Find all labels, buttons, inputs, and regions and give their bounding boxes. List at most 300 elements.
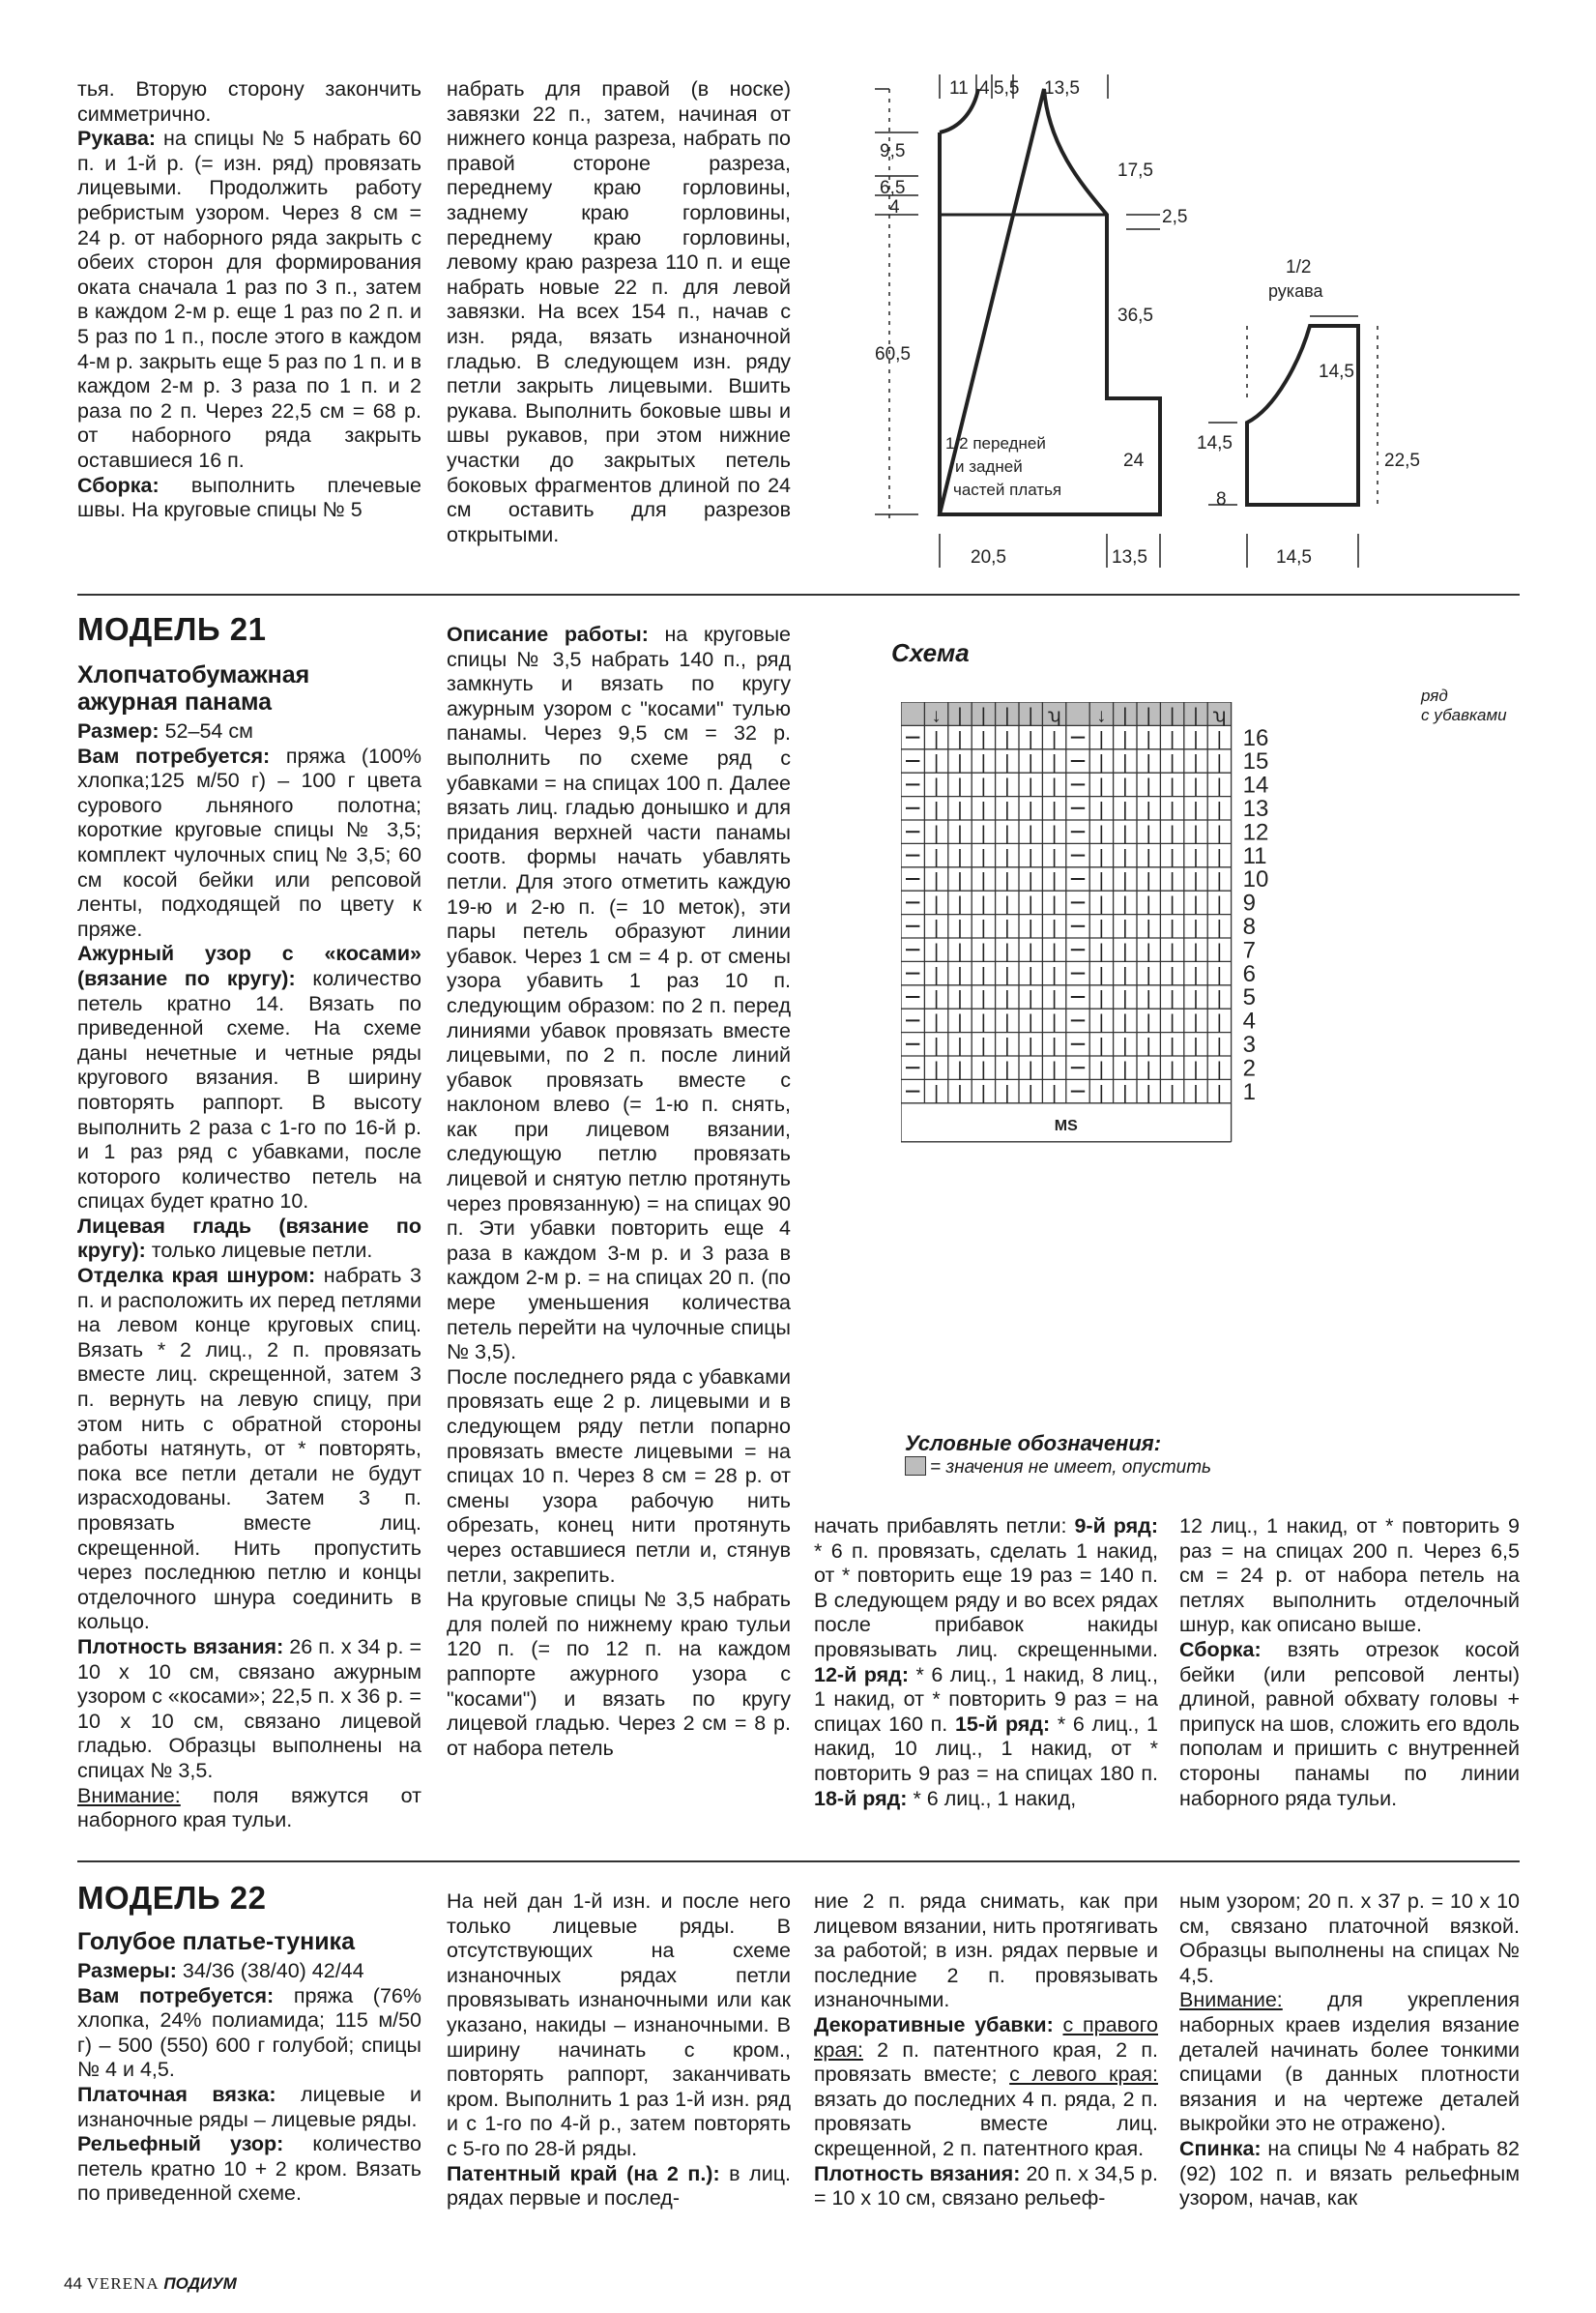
ms-label: MS — [1054, 1117, 1078, 1134]
knit-symbol: | — [957, 728, 963, 750]
paragraph-heading: Сборка: — [1179, 1637, 1262, 1661]
row-number: 7 — [1242, 937, 1256, 964]
paragraph-heading: Размеры: — [77, 1959, 177, 1982]
knit-symbol: | — [1169, 918, 1175, 939]
garment-pattern-diagram — [870, 70, 1527, 582]
knit-symbol: | — [1122, 1059, 1128, 1081]
knit-symbol: | — [1004, 870, 1010, 893]
knit-symbol: | — [933, 988, 940, 1010]
dim-label: 2,5 — [1162, 207, 1188, 227]
knit-symbol: | — [1216, 1011, 1223, 1034]
paragraph-text: взять отрезок косой бейки (или репсовой ленты) длиной, равной обхвату головы + припуск на шов, сложить его вдоль пополам и пришить с внутренней стороны панамы по линии наборного ряда тульи. — [1179, 1637, 1520, 1810]
knit-symbol: | — [957, 752, 963, 775]
knit-symbol: | — [980, 988, 987, 1010]
paragraph-heading: Сборка: — [77, 473, 160, 497]
knit-symbol: | — [957, 893, 963, 916]
row-label: 12-й ряд: — [814, 1662, 909, 1686]
knit-symbol: | — [1004, 918, 1010, 939]
dim-label: рукава — [1268, 281, 1323, 301]
knit-symbol: | — [1051, 893, 1058, 916]
dim-label: 60,5 — [875, 344, 911, 365]
knit-symbol: | — [957, 823, 963, 845]
model21-col1 — [77, 661, 421, 1833]
paragraph-text: выполнить плечевые швы. На круговые спицы № 5 — [77, 473, 421, 522]
paragraph-text: для укрепления наборных краев изделия вязание деталей начинать более тонкими спицами (в данных плотности вязания и на чертеже деталей выкройки это не отражено). — [1179, 1988, 1520, 2136]
knit-symbol: | — [1004, 1059, 1010, 1081]
knit-symbol: | — [1193, 800, 1199, 821]
knit-symbol: | — [1193, 1036, 1199, 1057]
knit-symbol: | — [1146, 893, 1151, 916]
knit-symbol: | — [1028, 918, 1033, 939]
paragraph-heading: Патентный край (на 2 п.): — [447, 2161, 720, 2185]
paragraph-heading: Отделка края шнуром: — [77, 1264, 316, 1288]
knit-symbol: | — [1146, 964, 1151, 986]
knit-symbol: | — [1216, 964, 1223, 986]
knit-symbol: | — [1193, 918, 1199, 939]
knit-symbol: | — [1193, 893, 1199, 916]
paragraph-text: пряжа (76% хлопка, 24% полиамида; 115 м/50 г) – 500 (550) 600 г голубой; спицы № 4 и 4,5. — [77, 1983, 421, 2082]
knit-symbol: | — [1122, 941, 1128, 963]
knit-symbol: | — [1028, 846, 1033, 868]
dim-label: 11 — [949, 78, 969, 99]
paragraph-heading: Декоративные убавки: — [814, 2012, 1054, 2036]
knit-symbol: | — [1028, 728, 1033, 750]
knit-symbol: | — [980, 1082, 987, 1104]
knit-symbol: | — [1028, 800, 1033, 821]
knit-symbol: | — [1051, 1082, 1058, 1104]
chart-legend — [905, 1431, 1211, 1479]
knit-symbol: | — [980, 846, 987, 868]
legend-title: Условные обозначения: — [905, 1431, 1162, 1455]
knit-symbol: | — [1216, 870, 1223, 893]
paragraph-text: После последнего ряда с убавками провязать еще 2 р. лицевыми и в следующем ряду петли попарно провязать вместе лицевыми = на спицах 10 п. Через 8 см = 28 р. от смены узора рабочую нить обрезать, конец нити протянуть через оставшиеся петли и, стянув петли, закрепить. — [447, 1364, 791, 1587]
knit-symbol: | — [1169, 728, 1175, 750]
knit-symbol: | — [957, 870, 963, 893]
knit-symbol: | — [1216, 941, 1223, 963]
dim-label: 1/2 — [1286, 257, 1312, 278]
knit-symbol: | — [1146, 800, 1151, 821]
decrease-symbol: | — [1146, 705, 1151, 727]
knit-symbol: | — [1216, 988, 1223, 1010]
row-number: 11 — [1242, 842, 1267, 869]
knit-symbol: | — [1098, 728, 1105, 750]
knit-symbol: | — [1193, 870, 1199, 893]
decrease-symbol: ↓ — [1096, 705, 1107, 727]
knit-symbol: | — [1098, 918, 1105, 939]
model-22-title: МОДЕЛЬ 22 — [77, 1880, 267, 1916]
knit-symbol: | — [980, 1011, 987, 1034]
model21-subtitle-line1: Хлопчатобумажная — [77, 661, 310, 688]
dim-label: 8 — [1216, 489, 1227, 510]
dim-label: 20,5 — [971, 547, 1006, 568]
knit-symbol: | — [1216, 776, 1223, 798]
paragraph-text: в лиц. рядах первые и послед- — [447, 2161, 792, 2211]
knit-symbol: | — [1028, 964, 1033, 986]
paragraph-heading: Описание работы: — [447, 623, 649, 646]
row-number: 16 — [1242, 724, 1269, 751]
knit-symbol: | — [933, 893, 940, 916]
row-number: 4 — [1242, 1008, 1256, 1035]
dim-label: 14,5 — [1276, 547, 1312, 568]
paragraph-heading: Спинка: — [1179, 2136, 1262, 2160]
dim-label: 36,5 — [1117, 306, 1153, 326]
paragraph-text: * 6 лиц., 1 накид, — [907, 1786, 1077, 1810]
knit-symbol: | — [957, 988, 963, 1010]
knit-symbol: | — [1146, 988, 1151, 1010]
knit-symbol: | — [1146, 1036, 1151, 1057]
knit-symbol: | — [1051, 918, 1058, 939]
paragraph-text: На круговые спицы № 3,5 набрать для полей по нижнему краю тульи 120 п. (= по 12 п. на каждом раппорте ажурного узора с "косами") и вязать по кругу лицевой гладью. Через 2 см = 8 р. от набора петель — [447, 1588, 791, 1760]
row-number: 9 — [1242, 890, 1256, 917]
knit-symbol: | — [980, 728, 987, 750]
dim-label: 9,5 — [880, 141, 906, 161]
knit-symbol: | — [933, 728, 940, 750]
knit-symbol: | — [1146, 846, 1151, 868]
paragraph-text: вязать до последних 4 п. ряда, 2 п. провязать вместе лиц. скрещенной, 2 п. патентного края. — [814, 2087, 1158, 2160]
knit-symbol: | — [1122, 846, 1128, 868]
knit-symbol: | — [1122, 893, 1128, 916]
knit-symbol: | — [1098, 1082, 1105, 1104]
knit-symbol: | — [1169, 1011, 1175, 1034]
decrease-symbol: ʮ — [1047, 705, 1061, 727]
knit-symbol: | — [980, 776, 987, 798]
knit-symbol: | — [1051, 823, 1058, 845]
knit-symbol: | — [1193, 964, 1199, 986]
paragraph-text: количество петель кратно 14. Вязать по приведенной схеме. На схеме даны нечетные и четные ряды кругового вязания. В ширину повторять раппорт. В высоту выполнить 2 раза с 1-го по 16-й р. и 1 раз ряд с убавками, после которого количество петель на спицах будет кратно 10. — [77, 966, 421, 1214]
knit-symbol: | — [1051, 964, 1058, 986]
decrease-symbol: ↓ — [931, 705, 942, 727]
knit-symbol: | — [1028, 1011, 1033, 1034]
decrease-symbol: | — [1122, 705, 1128, 727]
knit-symbol: | — [980, 1059, 987, 1081]
knit-symbol: | — [1146, 1059, 1151, 1081]
knit-symbol: | — [1098, 1011, 1105, 1034]
knit-symbol: | — [1122, 728, 1128, 750]
row-number: 10 — [1242, 866, 1269, 893]
knit-symbol: | — [1122, 964, 1128, 986]
knit-symbol: | — [980, 1036, 987, 1057]
knit-symbol: | — [1028, 823, 1033, 845]
row-number: 12 — [1242, 819, 1269, 846]
knit-symbol: | — [1169, 823, 1175, 845]
paragraph-text: только лицевые петли. — [145, 1239, 373, 1263]
model21-subtitle-line2: ажурная панама — [77, 688, 273, 716]
knit-symbol: | — [1122, 823, 1128, 845]
dim-label: 6,5 — [880, 178, 906, 198]
knit-symbol: | — [1051, 870, 1058, 893]
knit-symbol: | — [933, 776, 940, 798]
row-number: 14 — [1242, 772, 1269, 799]
knit-symbol: | — [1004, 823, 1010, 845]
knit-symbol: | — [1193, 1082, 1199, 1104]
top-text-col2 — [447, 77, 791, 547]
row-number: 13 — [1242, 796, 1269, 822]
knit-symbol: | — [1193, 1059, 1199, 1081]
paragraph-text: лицевые и изнаночные ряды – лицевые ряды. — [77, 2082, 422, 2131]
knit-symbol: | — [1146, 823, 1151, 845]
paragraph-text: 2 п. патентного края, 2 п. провязать вместе; — [814, 2037, 1158, 2087]
knit-symbol: | — [1216, 846, 1223, 868]
knit-symbol: | — [1216, 1036, 1223, 1057]
paragraph-heading: Рельефный узор: — [77, 2132, 284, 2156]
knit-symbol: | — [933, 1059, 940, 1081]
knit-symbol: | — [1004, 846, 1010, 868]
row-number: 6 — [1242, 960, 1256, 987]
page-footer — [64, 2274, 237, 2294]
knit-symbol: | — [1122, 870, 1128, 893]
piece-label: 1/2 передней — [945, 434, 1046, 453]
knit-symbol: | — [980, 918, 987, 939]
knit-symbol: | — [980, 964, 987, 986]
knit-symbol: | — [1004, 776, 1010, 798]
dim-label: 22,5 — [1384, 451, 1420, 471]
magazine-name: VERENA — [86, 2274, 160, 2293]
knit-symbol: | — [1122, 1082, 1128, 1104]
top-text-col1 — [77, 77, 421, 523]
knit-symbol: | — [1169, 870, 1175, 893]
knit-symbol: | — [1098, 752, 1105, 775]
model21-col2 — [447, 623, 791, 1761]
paragraph-text: количество петель кратно 10 + 2 кром. Вязать по приведенной схеме. — [77, 2132, 421, 2206]
model22-col1 — [77, 1928, 421, 2207]
knit-symbol: | — [933, 1011, 940, 1034]
dim-label: 4 — [889, 197, 900, 218]
chart-title: Схема — [891, 638, 970, 667]
knit-symbol: | — [1028, 752, 1033, 775]
paragraph-text: * 6 лиц., 1 накид, 10 лиц., 1 накид, от * повторить 9 раз = на спицах 180 п. — [814, 1712, 1158, 1785]
knit-symbol: | — [957, 1011, 963, 1034]
knit-symbol: | — [933, 752, 940, 775]
paragraph-text: ние 2 п. ряда снимать, как при лицевом вязании, нить протягивать за работой; в изн. рядах первые и последние 2 п. провязывать изнаночными. — [814, 1889, 1158, 2012]
decrease-symbol: | — [957, 705, 963, 727]
paragraph-heading: Плотность вязания: — [814, 2161, 1021, 2185]
knit-symbol: | — [1051, 728, 1058, 750]
paragraph-heading: Ажурный узор с «косами» (вязание по кругу): — [77, 942, 421, 990]
piece-label: и задней — [955, 457, 1023, 476]
knit-symbol: | — [1122, 800, 1128, 821]
paragraph-text: начать прибавлять петли: — [814, 1514, 1075, 1537]
decrease-symbol: ʮ — [1212, 705, 1227, 727]
knit-symbol: | — [1098, 823, 1105, 845]
paragraph-text: * 6 лиц., 1 накид, 8 лиц., 1 накид, от * повторить 9 раз = на спицах 160 п. — [814, 1662, 1159, 1736]
paragraph-heading: Вам потребуется: — [77, 1983, 275, 2007]
knit-symbol: | — [1169, 846, 1175, 868]
knit-symbol: | — [1193, 988, 1199, 1010]
knit-symbol: | — [933, 1082, 940, 1104]
knit-symbol: | — [1051, 800, 1058, 821]
knit-symbol: | — [1051, 846, 1058, 868]
model21-col3 — [814, 1514, 1158, 1811]
knit-symbol: | — [1122, 1011, 1128, 1034]
paragraph-text: набрать 3 п. и расположить их перед петлями на левом конце круговых спиц. Вязать * 2 лиц., 2 п. провязать вместе лиц. скрещенной, затем 3 п. вернуть на левую спицу, при этом нить с обратной стороны работы натянуть, от * повторять, пока все петли детали не будут израсходованы. Затем 3 п. провязать вместе лиц. скрещенной. Нить пропустить через последнюю петлю и концы отделочного шнура соединить в кольцо. — [77, 1264, 421, 1634]
knit-symbol: | — [1146, 776, 1151, 798]
knit-symbol: | — [1004, 752, 1010, 775]
knit-symbol: | — [1004, 941, 1010, 963]
knit-symbol: | — [1051, 1011, 1058, 1034]
knit-symbol: | — [957, 941, 963, 963]
piece-label: частей платья — [953, 481, 1062, 499]
knit-symbol: | — [1004, 893, 1010, 916]
side-label: с левого края: — [1009, 2063, 1158, 2087]
dim-label: 13,5 — [1044, 78, 1080, 99]
decrease-symbol: | — [1028, 705, 1033, 727]
knit-symbol: | — [1216, 1059, 1223, 1081]
knit-symbol: | — [1146, 1011, 1151, 1034]
dim-label: 13,5 — [1112, 547, 1147, 568]
model22-col2 — [447, 1889, 791, 2211]
decrease-symbol: | — [1004, 705, 1010, 727]
knit-symbol: | — [1122, 776, 1128, 798]
knit-symbol: | — [933, 800, 940, 821]
knit-symbol: | — [1216, 893, 1223, 916]
row-number: 5 — [1242, 984, 1256, 1011]
knit-symbol: | — [933, 870, 940, 893]
row-header-line2: с убавками — [1421, 706, 1507, 724]
paragraph-text: ным узором; 20 п. х 37 р. = 10 х 10 см, связано платочной вязкой. Образцы выполнены на спицах № 4,5. — [1179, 1889, 1520, 1987]
knit-symbol: | — [1051, 988, 1058, 1010]
row-header-line1: ряд — [1421, 687, 1448, 705]
knit-symbol: | — [957, 776, 963, 798]
paragraph-text: 26 п. х 34 р. = 10 х 10 см, связано ажурным узором с «косами»; 22,5 п. х 36 р. = 10 х 10 см, связано лицевой гладью. Образцы выполнены на спицах № 3,5. — [77, 1634, 422, 1782]
knit-symbol: | — [1051, 1059, 1058, 1081]
knit-symbol: | — [1169, 941, 1175, 963]
knit-symbol: | — [980, 752, 987, 775]
knit-symbol: | — [933, 941, 940, 963]
knit-symbol: | — [1122, 988, 1128, 1010]
knit-symbol: | — [1169, 776, 1175, 798]
knit-symbol: | — [1028, 870, 1033, 893]
legend-item — [905, 1456, 1211, 1479]
knit-symbol: | — [1004, 1011, 1010, 1034]
knit-symbol: | — [957, 1082, 963, 1104]
paragraph-text: 52–54 см — [159, 719, 253, 743]
paragraph-heading: Плотность вязания: — [77, 1634, 284, 1658]
knit-symbol: | — [1004, 728, 1010, 750]
row-number: 15 — [1242, 748, 1269, 776]
page-number: 44 — [64, 2274, 82, 2293]
model21-col4 — [1179, 1514, 1520, 1811]
knit-symbol: | — [1216, 800, 1223, 821]
knit-symbol: | — [933, 846, 940, 868]
knit-symbol: | — [980, 823, 987, 845]
knit-symbol: | — [1028, 941, 1033, 963]
knit-symbol: | — [1193, 752, 1199, 775]
row-label: 18-й ряд: — [814, 1786, 908, 1810]
knitting-chart — [901, 702, 1481, 1360]
model22-subtitle: Голубое платье-туника — [77, 1928, 355, 1955]
knit-symbol: | — [1098, 870, 1105, 893]
knit-symbol: | — [1146, 728, 1151, 750]
knit-symbol: | — [1169, 988, 1175, 1010]
knit-symbol: | — [1004, 1036, 1010, 1057]
knit-symbol: | — [980, 941, 987, 963]
knit-symbol: | — [1098, 800, 1105, 821]
section-name: ПОДИУМ — [163, 2274, 237, 2293]
paragraph-text: 34/36 (38/40) 42/44 — [176, 1959, 364, 1982]
knit-symbol: | — [1098, 893, 1105, 916]
knit-symbol: | — [933, 964, 940, 986]
knit-symbol: | — [1122, 752, 1128, 775]
dim-label: 14,5 — [1319, 362, 1354, 382]
knit-symbol: | — [980, 800, 987, 821]
paragraph-text: на спицы № 5 набрать 60 п. и 1-й р. (= изн. ряд) провязать лицевыми. Продолжить работу ребристым узором. Через 8 см = 24 р. от наборного ряда закрыть с обеих сторон для формирования оката сначала 1 раз по 3 п., затем в каждом 2-м р. еще 1 раз по 2 п. и 5 раз по 1 п., после этого в каждом 4-м р. закрыть еще 5 раз по 1 п. и в каждом 2-м р. 3 раза по 1 п. и 2 раза по 2 п. Через 22,5 см = 68 р. от наборного ряда закрыть оставшиеся 16 п. — [77, 127, 421, 472]
knit-symbol: | — [1098, 846, 1105, 868]
knit-symbol: | — [1216, 752, 1223, 775]
paragraph-text: 20 п. х 34,5 р. = 10 х 10 см, связано рельеф- — [814, 2161, 1158, 2211]
knit-symbol: | — [933, 918, 940, 939]
knit-symbol: | — [957, 846, 963, 868]
model22-col4 — [1179, 1889, 1520, 2211]
knit-symbol: | — [1146, 870, 1151, 893]
model22-col3 — [814, 1889, 1158, 2211]
knit-symbol: | — [1098, 1036, 1105, 1057]
knit-symbol: | — [1169, 752, 1175, 775]
row-label: 15-й ряд: — [954, 1712, 1051, 1736]
knit-symbol: | — [1216, 728, 1223, 750]
knit-symbol: | — [1051, 776, 1058, 798]
paragraph-text: * 6 п. провязать, сделать 1 накид, от * повторить еще 19 раз = 140 п. В следующем ряду и во всех рядах после прибавок накиды провязывать лиц. скрещенными. — [814, 1538, 1158, 1661]
knit-symbol: | — [957, 1036, 963, 1057]
paragraph-text: На ней дан 1-й изн. и после него только лицевые ряды. В отсутствующих на схеме изнаночных рядах петли провязывать изнаночными или как указано, накиды – изнаночными. В ширину начинать с кром., повторять раппорт, заканчивать кром. Выполнить 1 раз 1-й изн. ряд и с 1-го по 4-й р., затем повторять с 5-го по 28-й ряды. — [447, 1889, 791, 2160]
knit-symbol: | — [1122, 1036, 1128, 1057]
knit-symbol: | — [1193, 776, 1199, 798]
knit-symbol: | — [1004, 964, 1010, 986]
paragraph-heading: Рукава: — [77, 127, 157, 151]
knit-symbol: | — [1146, 918, 1151, 939]
paragraph-text: набрать для правой (в носке) завязки 22 п., затем, начиная от нижнего конца разреза, набрать по правой стороне разреза, переднему краю горловины, заднему краю горловины, переднему краю горловины, левому краю разреза 110 п. и еще набрать новые 22 п. для левой завязки. На всех 154 п., начав с изн. ряда, вязать изнаночной гладью. В следующем изн. ряду петли закрыть лицевыми. Вшить рукава. Выполнить боковые швы и швы рукавов, при этом нижние участки до закрытых петель боковых фрагментов длиной по 24 см оставить для разрезов открытыми. — [447, 77, 791, 546]
attention-label: Внимание: — [1179, 1988, 1283, 2012]
knit-symbol: | — [1098, 776, 1105, 798]
knit-symbol: | — [1146, 1082, 1151, 1104]
knit-symbol: | — [957, 800, 963, 821]
row-number: 1 — [1242, 1078, 1256, 1105]
knit-symbol: | — [1169, 800, 1175, 821]
knit-symbol: | — [1122, 918, 1128, 939]
knit-symbol: | — [1051, 941, 1058, 963]
knit-symbol: | — [1028, 988, 1033, 1010]
knit-symbol: | — [1169, 1082, 1175, 1104]
knit-symbol: | — [1216, 823, 1223, 845]
decrease-symbol: | — [1193, 705, 1199, 727]
knit-symbol: | — [1051, 752, 1058, 775]
dim-label: 5,5 — [994, 78, 1020, 99]
paragraph-text: тья. Вторую сторону закончить симметрично. — [77, 77, 421, 126]
knit-symbol: | — [1193, 728, 1199, 750]
paragraph-heading: Платочная вязка: — [77, 2082, 276, 2106]
knit-symbol: | — [1169, 964, 1175, 986]
paragraph-text: на круговые спицы № 3,5 набрать 140 п., ряд замкнуть и вязать по кругу ажурным узором с "косами" тулью панамы. Через 9,5 см = 32 р. выполнить по схеме ряд с убавками = на спицах 100 п. Далее вязать лиц. гладью донышко и для придания верхней части панамы соотв. формы начать убавлять петли. Для этого отметить каждую 19-ю и 2-ю п. (= 10 меток), эти пары петель образуют линии убавок. Через 1 см = 4 р. от смены узора убавить 1 раз 10 п. следующим образом: по 2 п. перед линиями убавок провязать вместе лицевыми, по 2 п. после линий убавок провязать вместе с наклоном влево (= 1-ю п. снять, как при лицевом вязании, следующую петлю провязать лицевой и снятую петлю протянуть через провязанную) = на спицах 90 п. Эти убавки повторить еще 4 раза в каждом 3-м р. и 3 раза в каждом 2-м р. = на спицах 20 п. (по мере уменьшения количества петель перейти на чулочные спицы № 3,5). — [447, 623, 791, 1364]
knit-symbol: | — [1146, 941, 1151, 963]
dim-label: 17,5 — [1117, 161, 1153, 181]
knit-symbol: | — [1028, 776, 1033, 798]
knit-symbol: | — [980, 870, 987, 893]
section-divider — [77, 1860, 1520, 1862]
knit-symbol: | — [957, 1059, 963, 1081]
paragraph-text: 12 лиц., 1 накид, от * повторить 9 раз = на спицах 200 п. Через 6,5 см = 24 р. от набора петель на петлях выполнить отделочный шнур, как описано выше. — [1179, 1514, 1520, 1637]
paragraph-text: поля вяжутся от наборного края тульи. — [77, 1783, 421, 1832]
row-number: 2 — [1242, 1055, 1256, 1082]
attention-label: Внимание: — [77, 1783, 181, 1807]
row-number: 3 — [1242, 1032, 1256, 1058]
dim-label: 14,5 — [1197, 433, 1233, 454]
knit-symbol: | — [1193, 846, 1199, 868]
knit-symbol: | — [1098, 988, 1105, 1010]
knit-symbol: | — [980, 893, 987, 916]
knit-symbol: | — [1216, 918, 1223, 939]
knit-symbol: | — [1169, 893, 1175, 916]
model-21-title: МОДЕЛЬ 21 — [77, 611, 267, 647]
knit-symbol: | — [1098, 1059, 1105, 1081]
